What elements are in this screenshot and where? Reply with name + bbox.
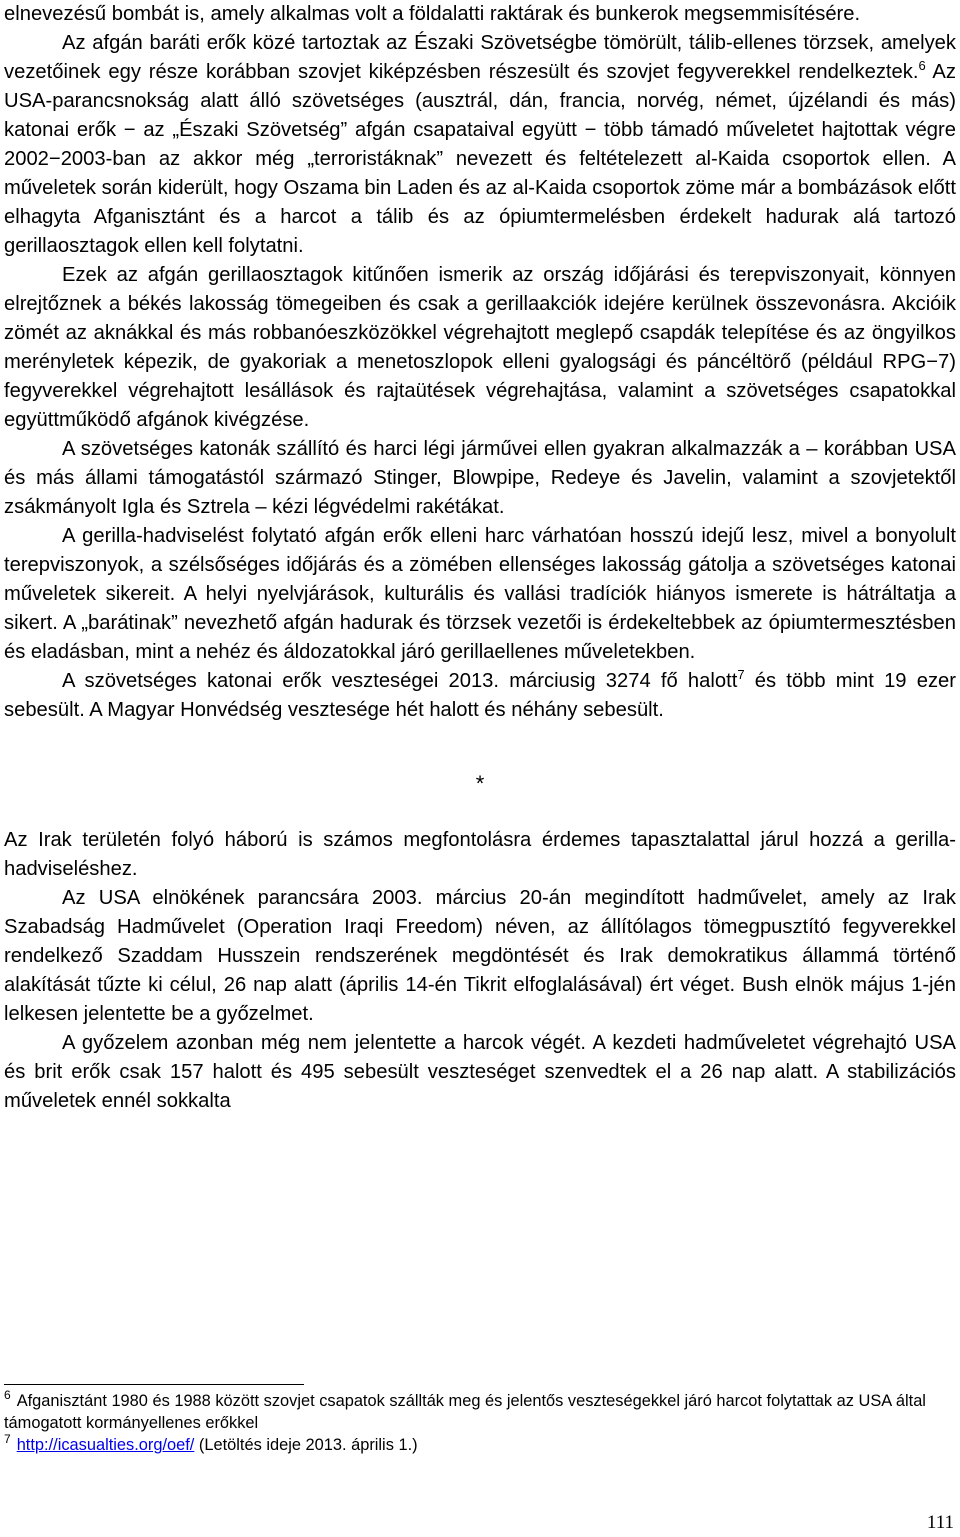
paragraph-6-text-b: és több mint 19 ezer sebesült. A Magyar Honvédség vesztesége hét halott és néhány sebesült. xyxy=(4,670,956,721)
paragraph-7 xyxy=(4,826,956,884)
footnote-text: Afganisztánt 1980 és 1988 között szovjet csapatok szállták meg és jelentős veszteségekkel járó harcot folytattak az USA által támogatott kormányellenes erőkkel xyxy=(4,1392,926,1432)
paragraph-4 xyxy=(4,435,956,522)
footnote-ref-6[interactable]: 6 xyxy=(918,58,926,73)
footnote-ref-7[interactable]: 7 xyxy=(737,667,745,682)
paragraph-2 xyxy=(4,29,956,261)
paragraph-9-text: A győzelem azonban még nem jelentette a harcok végét. A kezdeti hadműveletet végrehajtó USA és brit erők csak 157 halott és 495 sebesült veszteséget szenvedtek el a 26 nap alatt. A stabilizációs műveletek ennél sokkalta xyxy=(4,1032,956,1112)
footnote-7 xyxy=(4,1434,944,1456)
document-body xyxy=(4,0,956,1116)
paragraph-1-text: elnevezésű bombát is, amely alkalmas volt a földalatti raktárak és bunkerok megsemmisítésére. xyxy=(4,3,861,25)
paragraph-9 xyxy=(4,1029,956,1116)
paragraph-5-text: A gerilla-hadviselést folytató afgán erők elleni harc várhatóan hosszú idejű lesz, mivel a bonyolult terepviszonyok, a szélsőséges időjárás és a zömében ellenséges lakosság gátolja a szövetséges katonai műveletek sikereit. A helyi nyelvjárások, kulturális és vallási tradíciók hiányos ismerete is hátráltatja a sikert. A „barátinak” nevezhető afgán hadurak és törzsek vezetői is érdekeltebbek az ópiumtermesztésben és eladásban, mint a nehéz és áldozatokkal járó gerillaellenes műveletekben. xyxy=(4,525,956,663)
paragraph-6-text-a: A szövetséges katonai erők veszteségei 2013. márciusig 3274 fő halott xyxy=(62,670,738,692)
footnotes xyxy=(4,1390,944,1456)
paragraph-3-text: Ezek az afgán gerillaosztagok kitűnően ismerik az ország időjárási és terepviszonyait, könnyen elrejtőznek a békés lakosság tömegeiben és csak a gerillaakciók idejére kerülnek összevonásra. Akcióik zömét az aknákkal és más robbanóeszközökkel végrehajtott meglepő csapdák telepítése és az öngyilkos merényletek képezik, de gyakoriak a menetoszlopok elleni gyalogsági és páncéltörő (például RPG−7) fegyverekkel végrehajtott lesállások és rajtaütések végrehajtása, valamint a szövetséges csapatokkal együttműködő afgánok kivégzése. xyxy=(4,264,956,431)
footnote-link[interactable]: http://icasualties.org/oef/ xyxy=(16,1436,195,1454)
paragraph-2-text-b: Az USA-parancsnokság alatt álló szövetséges (ausztrál, dán, francia, norvég, német, újzélandi és más) katonai erők − az „Északi Szövetség” afgán csapataival együtt − több támadó műveletet hajtottak végre 2002−2003-ban az akkor még „terroristáknak” nevezett és feltételezett al-Kaida csoportok ellen. A műveletek során kiderült, hogy Oszama bin Laden és az al-Kaida csoportok zöme már a bombázások előtt elhagyta Afganisztánt és a harcot a tálib és az ópiumtermelésben érdekelt hadurak alá tartozó gerillaosztagok ellen kell folytatni. xyxy=(4,61,956,257)
paragraph-7-text: Az Irak területén folyó háború is számos megfontolásra érdemes tapasztalattal járul hozzá a gerilla-hadviseléshez. xyxy=(4,829,956,880)
footnote-divider xyxy=(4,1384,304,1385)
footnote-text: (Letöltés ideje 2013. április 1.) xyxy=(194,1436,418,1454)
footnote-number: 6 xyxy=(4,1388,11,1402)
paragraph-8-text: Az USA elnökének parancsára 2003. március 20-án megindított hadművelet, amely az Irak Szabadság Hadművelet (Operation Iraqi Freedom) néven, az állítólagos tömegpusztító fegyverekkel rendelkező Szaddam Husszein rendszerének megdöntését és Irak demokratikus állammá történő alakítását tűzte ki célul, 26 nap alatt (április 14-én Tikrit elfoglalásával) ért véget. Bush elnök május 1-jén lelkesen jelentette be a győzelmet. xyxy=(4,887,956,1025)
paragraph-4-text: A szövetséges katonák szállító és harci légi járművei ellen gyakran alkalmazzák a – korábban USA és más állami támogatástól származó Stinger, Blowpipe, Redeye és Javelin, valamint a szovjetektől zsákmányolt Igla és Sztrela – kézi légvédelmi rakétákat. xyxy=(4,438,956,518)
paragraph-2-text-a: Az afgán baráti erők közé tartoztak az Északi Szövetségbe tömörült, tálib-ellenes törzsek, amelyek vezetőinek egy része korábban szovjet kiképzésben részesült és szovjet fegyverekkel rendelkeztek. xyxy=(4,32,956,83)
paragraph-3 xyxy=(4,261,956,435)
footnote-number: 7 xyxy=(4,1432,11,1446)
paragraph-8 xyxy=(4,884,956,1029)
footnote-6 xyxy=(4,1390,944,1434)
section-separator: * xyxy=(475,771,485,796)
paragraph-1 xyxy=(4,0,956,29)
paragraph-6 xyxy=(4,667,956,725)
page-number: 111 xyxy=(926,1512,954,1533)
paragraph-5 xyxy=(4,522,956,667)
